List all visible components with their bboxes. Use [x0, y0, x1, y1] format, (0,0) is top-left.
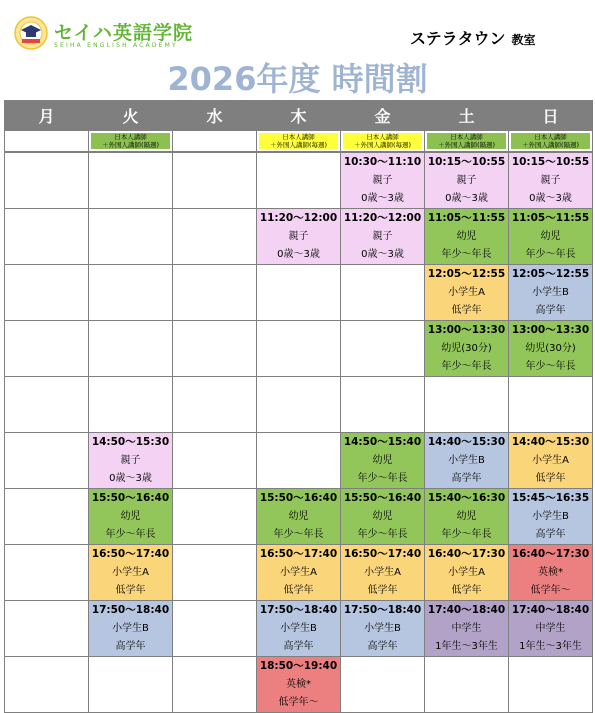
timetable-cell: [89, 545, 173, 601]
timetable-cell: [173, 545, 257, 601]
category-cell: [5, 130, 89, 152]
timetable-cell: [173, 601, 257, 657]
timetable-cell: [173, 265, 257, 321]
timetable-cell: [509, 209, 593, 265]
lesson-age: 年少～年長: [357, 529, 408, 540]
lesson-age: 年少～年長: [525, 361, 576, 372]
lesson-course: 幼児: [540, 230, 561, 242]
lesson-course: 小学生A: [280, 566, 317, 578]
lesson-age: 低学年: [451, 585, 482, 596]
day-header: 日: [509, 101, 593, 131]
timetable-cell: [425, 152, 509, 209]
lesson-time: 14:40～15:30: [427, 436, 506, 448]
lesson-course: 中学生: [451, 622, 482, 634]
lesson-course: 英検*: [286, 678, 311, 690]
lesson-time: 15:50～16:40: [91, 492, 170, 504]
lesson-time: 16:40～17:30: [511, 548, 590, 560]
graduation-cap-emblem-icon: [14, 16, 48, 50]
lesson-block: [509, 209, 592, 264]
lesson-course: 小学生A: [364, 566, 401, 578]
lesson-block: [341, 153, 424, 208]
category-cell: [341, 130, 425, 152]
time-slot-row: [5, 545, 593, 601]
page-title: 2026年度 時間割: [167, 60, 428, 98]
instructor-category: 日本人講師 ＋外国人講師(隔週): [91, 133, 170, 149]
lesson-time: 12:05～12:55: [511, 268, 590, 280]
lesson-age: 低学年: [367, 585, 398, 596]
lesson-time: 17:50～18:40: [259, 604, 338, 616]
timetable-cell: [509, 321, 593, 377]
time-slot-row: [5, 433, 593, 489]
lesson-age: 年少～年長: [525, 249, 576, 260]
lesson-time: 13:00～13:30: [511, 324, 590, 336]
lesson-course: 幼児(30分): [441, 342, 492, 354]
lesson-time: 13:00～13:30: [427, 324, 506, 336]
timetable-cell: [341, 489, 425, 545]
lesson-block: [425, 209, 508, 264]
lesson-course: 小学生B: [532, 510, 569, 522]
lesson-block: [89, 601, 172, 656]
lesson-block: [425, 153, 508, 208]
lesson-age: 1年生～3年生: [519, 641, 582, 652]
timetable-cell: [509, 489, 593, 545]
lesson-time: 10:15～10:55: [511, 156, 590, 168]
lesson-course: 小学生B: [280, 622, 317, 634]
timetable-cell: [425, 209, 509, 265]
timetable-cell: [89, 377, 173, 433]
timetable-cell: [257, 209, 341, 265]
timetable-cell: [89, 209, 173, 265]
timetable-cell: [341, 601, 425, 657]
lesson-block: [341, 601, 424, 656]
lesson-course: 小学生B: [448, 454, 485, 466]
timetable-cell: [341, 657, 425, 713]
lesson-block: [341, 545, 424, 600]
lesson-age: 低学年: [283, 585, 314, 596]
lesson-age: 高学年: [451, 473, 482, 484]
instructor-category: 日本人講師 ＋外国人講師(毎週): [259, 133, 338, 149]
time-slot-row: [5, 321, 593, 377]
timetable-cell: [89, 321, 173, 377]
lesson-time: 15:50～16:40: [343, 492, 422, 504]
lesson-time: 17:50～18:40: [343, 604, 422, 616]
brand-name: セイハ英語学院: [54, 22, 194, 44]
lesson-course: 親子: [540, 174, 561, 186]
timetable-cell: [5, 545, 89, 601]
time-slot-row: [5, 601, 593, 657]
lesson-time: 11:20～12:00: [259, 212, 338, 224]
lesson-course: 幼児: [120, 510, 141, 522]
brand-subtitle: SEIHA ENGLISH ACADEMY: [54, 42, 178, 49]
timetable-cell: [509, 545, 593, 601]
timetable-cell: [5, 657, 89, 713]
lesson-time: 17:50～18:40: [91, 604, 170, 616]
time-slot-row: [5, 489, 593, 545]
lesson-age: 年少～年長: [441, 361, 492, 372]
lesson-block: [257, 657, 340, 712]
lesson-age: 高学年: [115, 641, 146, 652]
lesson-time: 11:20～12:00: [343, 212, 422, 224]
timetable-cell: [425, 545, 509, 601]
lesson-block: [425, 321, 508, 376]
lesson-course: 中学生: [535, 622, 566, 634]
day-header: 月: [5, 101, 89, 131]
lesson-age: 年少～年長: [273, 529, 324, 540]
timetable-cell: [341, 545, 425, 601]
timetable-cell: [257, 265, 341, 321]
lesson-age: 年少～年長: [441, 529, 492, 540]
lesson-time: 14:50～15:30: [91, 436, 170, 448]
timetable-cell: [257, 377, 341, 433]
day-header: 土: [425, 101, 509, 131]
timetable-cell: [173, 209, 257, 265]
lesson-course: 幼児: [456, 230, 477, 242]
category-cell: [425, 130, 509, 152]
lesson-time: 18:50～19:40: [259, 660, 338, 672]
lesson-course: 幼児: [288, 510, 309, 522]
timetable-cell: [425, 321, 509, 377]
lesson-course: 英検*: [538, 566, 563, 578]
timetable-cell: [5, 489, 89, 545]
lesson-age: 0歳～3歳: [361, 193, 404, 204]
lesson-time: 14:50～15:40: [343, 436, 422, 448]
timetable-cell: [89, 265, 173, 321]
lesson-course: 小学生B: [532, 286, 569, 298]
lesson-age: 低学年～: [530, 585, 571, 596]
timetable-cell: [257, 489, 341, 545]
lesson-age: 高学年: [283, 641, 314, 652]
category-cell: [173, 130, 257, 152]
lesson-time: 16:40～17:30: [427, 548, 506, 560]
lesson-age: 低学年: [451, 305, 482, 316]
timetable-cell: [5, 601, 89, 657]
lesson-age: 高学年: [367, 641, 398, 652]
classroom-label: [410, 26, 536, 49]
lesson-age: 低学年～: [278, 697, 319, 708]
brand-logo: [10, 10, 210, 54]
lesson-age: 0歳～3歳: [109, 473, 152, 484]
time-slot-row: [5, 265, 593, 321]
lesson-age: 0歳～3歳: [277, 249, 320, 260]
lesson-time: 10:30～11:10: [343, 156, 422, 168]
timetable-cell: [257, 545, 341, 601]
lesson-age: 1年生～3年生: [435, 641, 498, 652]
lesson-course: 幼児(30分): [525, 342, 576, 354]
instructor-category: 日本人講師 ＋外国人講師(毎週): [343, 133, 422, 149]
timetable-cell: [173, 321, 257, 377]
lesson-time: 11:05～11:55: [427, 212, 506, 224]
lesson-course: 小学生A: [448, 286, 485, 298]
timetable-cell: [509, 657, 593, 713]
timetable-cell: [173, 489, 257, 545]
lesson-block: [89, 545, 172, 600]
lesson-age: 0歳～3歳: [361, 249, 404, 260]
timetable-cell: [173, 152, 257, 209]
timetable-cell: [341, 152, 425, 209]
timetable-cell: [425, 377, 509, 433]
lesson-course: 幼児: [372, 454, 393, 466]
lesson-time: 11:05～11:55: [511, 212, 590, 224]
timetable-cell: [509, 433, 593, 489]
lesson-age: 高学年: [535, 305, 566, 316]
lesson-time: 16:50～17:40: [343, 548, 422, 560]
lesson-time: 16:50～17:40: [259, 548, 338, 560]
day-header-row: [5, 101, 593, 131]
lesson-block: [509, 433, 592, 488]
lesson-time: 10:15～10:55: [427, 156, 506, 168]
lesson-block: [509, 489, 592, 544]
timetable-cell: [5, 321, 89, 377]
instructor-category: 日本人講師 ＋外国人講師(隔週): [511, 133, 590, 149]
lesson-block: [257, 545, 340, 600]
timetable-cell: [257, 601, 341, 657]
timetable-cell: [425, 657, 509, 713]
timetable-cell: [341, 321, 425, 377]
timetable-cell: [425, 265, 509, 321]
timetable-cell: [509, 601, 593, 657]
lesson-block: [425, 265, 508, 320]
timetable-cell: [509, 377, 593, 433]
timetable: [4, 100, 593, 713]
lesson-block: [425, 489, 508, 544]
lesson-block: [257, 601, 340, 656]
timetable-cell: [257, 657, 341, 713]
timetable-cell: [89, 433, 173, 489]
lesson-course: 小学生A: [112, 566, 149, 578]
timetable-cell: [509, 152, 593, 209]
lesson-time: 14:40～15:30: [511, 436, 590, 448]
lesson-age: 年少～年長: [105, 529, 156, 540]
day-header: 金: [341, 101, 425, 131]
timetable-cell: [341, 209, 425, 265]
timetable-cell: [425, 601, 509, 657]
classroom-name: ステラタウン: [410, 29, 506, 48]
day-header: 木: [257, 101, 341, 131]
timetable-cell: [425, 433, 509, 489]
timetable-cell: [257, 152, 341, 209]
timetable-cell: [5, 152, 89, 209]
timetable-cell: [5, 265, 89, 321]
lesson-block: [341, 209, 424, 264]
lesson-course: 小学生A: [532, 454, 569, 466]
timetable-cell: [173, 657, 257, 713]
lesson-block: [341, 489, 424, 544]
timetable-cell: [509, 265, 593, 321]
lesson-course: 親子: [372, 230, 393, 242]
lesson-course: 親子: [456, 174, 477, 186]
timetable-cell: [341, 377, 425, 433]
timetable-cell: [89, 601, 173, 657]
lesson-time: 17:40～18:40: [511, 604, 590, 616]
lesson-block: [425, 545, 508, 600]
lesson-age: 低学年: [115, 585, 146, 596]
lesson-time: 15:50～16:40: [259, 492, 338, 504]
timetable-cell: [89, 657, 173, 713]
timetable-cell: [257, 433, 341, 489]
timetable-cell: [89, 152, 173, 209]
timetable-cell: [173, 377, 257, 433]
day-header: 水: [173, 101, 257, 131]
lesson-time: 15:40～16:30: [427, 492, 506, 504]
lesson-course: 幼児: [372, 510, 393, 522]
category-cell: [257, 130, 341, 152]
lesson-block: [257, 489, 340, 544]
day-header: 火: [89, 101, 173, 131]
timetable-cell: [341, 433, 425, 489]
lesson-block: [509, 321, 592, 376]
timetable-cell: [5, 433, 89, 489]
lesson-block: [257, 209, 340, 264]
lesson-course: 親子: [372, 174, 393, 186]
timetable-cell: [5, 377, 89, 433]
lesson-age: 年少～年長: [441, 249, 492, 260]
lesson-course: 小学生B: [112, 622, 149, 634]
time-slot-row: [5, 152, 593, 209]
timetable-cell: [173, 433, 257, 489]
lesson-time: 12:05～12:55: [427, 268, 506, 280]
lesson-block: [425, 601, 508, 656]
lesson-course: 親子: [120, 454, 141, 466]
lesson-time: 17:40～18:40: [427, 604, 506, 616]
lesson-age: 高学年: [535, 529, 566, 540]
category-cell: [89, 130, 173, 152]
lesson-course: 小学生B: [364, 622, 401, 634]
lesson-age: 年少～年長: [357, 473, 408, 484]
timetable-cell: [5, 209, 89, 265]
lesson-block: [509, 265, 592, 320]
instructor-category: 日本人講師 ＋外国人講師(隔週): [427, 133, 506, 149]
lesson-block: [509, 545, 592, 600]
lesson-course: 小学生A: [448, 566, 485, 578]
lesson-time: 16:50～17:40: [91, 548, 170, 560]
timetable-cell: [425, 489, 509, 545]
lesson-block: [89, 433, 172, 488]
lesson-block: [509, 153, 592, 208]
lesson-block: [341, 433, 424, 488]
timetable-cell: [341, 265, 425, 321]
time-slot-row: [5, 209, 593, 265]
lesson-time: 15:45～16:35: [511, 492, 590, 504]
lesson-course: 幼児: [456, 510, 477, 522]
lesson-course: 親子: [288, 230, 309, 242]
lesson-block: [509, 601, 592, 656]
category-cell: [509, 130, 593, 152]
instructor-category-row: [5, 130, 593, 152]
lesson-block: [425, 433, 508, 488]
lesson-age: 0歳～3歳: [529, 193, 572, 204]
timetable-cell: [89, 489, 173, 545]
lesson-block: [89, 489, 172, 544]
lesson-age: 0歳～3歳: [445, 193, 488, 204]
timetable-cell: [257, 321, 341, 377]
lesson-age: 低学年: [535, 473, 566, 484]
classroom-suffix: 教室: [511, 33, 536, 47]
time-slot-row: [5, 377, 593, 433]
time-slot-row: [5, 657, 593, 713]
